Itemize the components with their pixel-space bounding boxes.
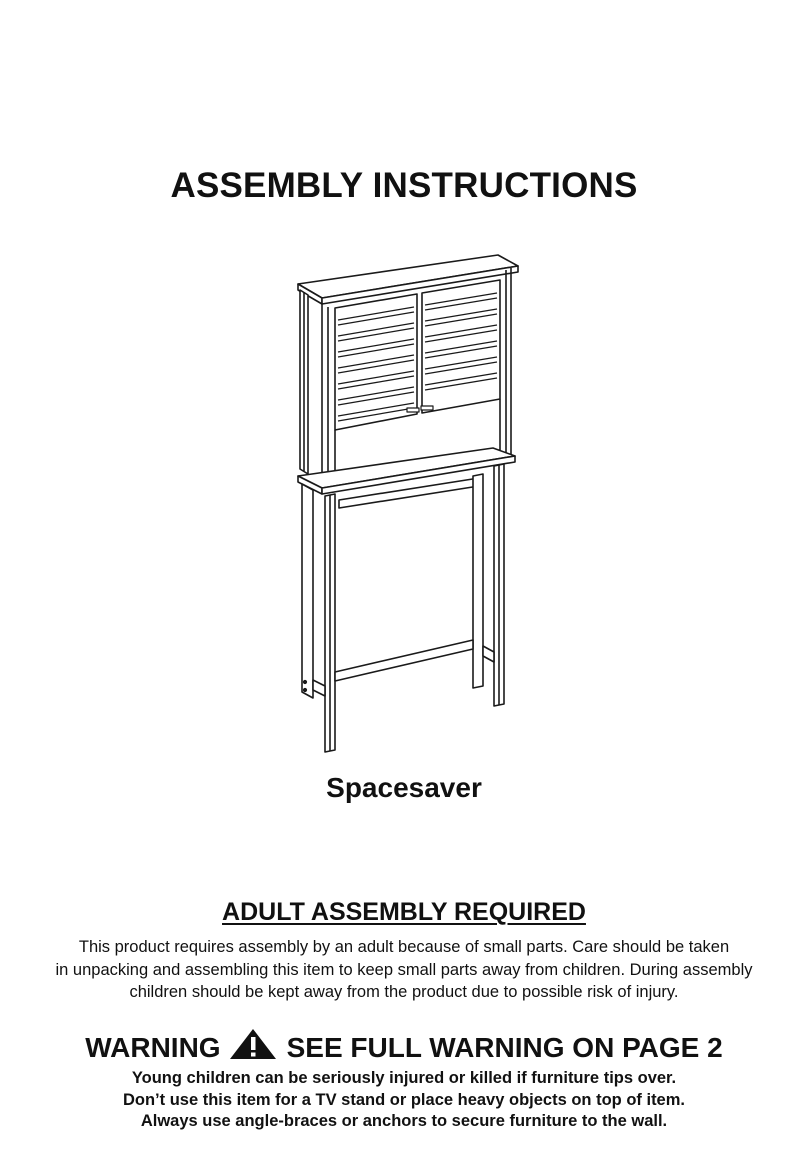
adult-assembly-heading-text: ADULT ASSEMBLY REQUIRED xyxy=(222,898,586,926)
warning-line: Don’t use this item for a TV stand or place heavy objects on top of item. xyxy=(122,1090,685,1109)
warning-line: Young children can be seriously injured or killed if furniture tips over. xyxy=(131,1069,677,1087)
warning-line: Always use angle-braces or anchors to secure furniture to the wall. xyxy=(140,1112,668,1130)
product-name: Spacesaver xyxy=(326,772,482,803)
warning-headline xyxy=(0,1028,808,1067)
adult-assembly-heading xyxy=(0,898,808,927)
adult-notice-line: in unpacking and assembling this item to keep small parts away from children. During assembly xyxy=(55,960,753,979)
document-title: ASSEMBLY INSTRUCTIONS xyxy=(170,166,638,205)
warning-label: WARNING xyxy=(85,1032,221,1063)
adult-notice-line: children should be kept away from the product due to possible risk of injury. xyxy=(129,983,679,1001)
see-full-warning: SEE FULL WARNING ON PAGE 2 xyxy=(286,1032,723,1063)
adult-assembly-notice xyxy=(0,936,808,1004)
warning-text xyxy=(0,1068,808,1133)
warning-triangle-icon xyxy=(229,1028,277,1067)
spacesaver-cabinet-illustration xyxy=(285,228,525,758)
adult-notice-line: This product requires assembly by an adult because of small parts. Care should be taken xyxy=(78,938,730,956)
